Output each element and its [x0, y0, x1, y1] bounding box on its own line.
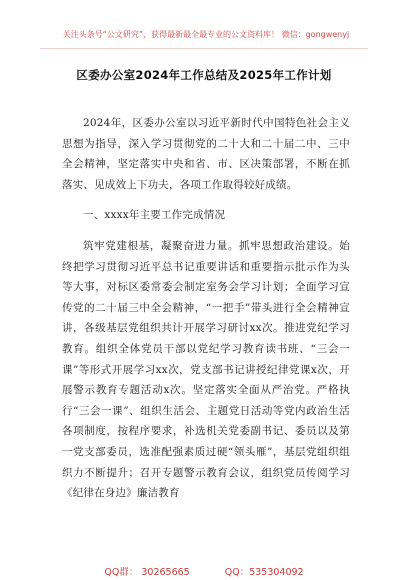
section-heading: 一、xxxx年主要工作完成情况 — [83, 209, 226, 222]
intro-paragraph: 2024年，区委办公室以习近平新时代中国特色社会主义思想为指导，深入学习贯彻党的二十大和二十届二中、三中全会精神，坚定落实中央和省、市、区决策部署，不断在抓落实、见成效上下功夫，各项工作取得较好成绩。 — [62, 117, 350, 191]
footer-qq-group: QQ群： 30265665 — [104, 567, 190, 578]
header-divider — [40, 48, 368, 49]
document-title: 区委办公室2024年工作总结及2025年工作计划 — [76, 68, 332, 82]
body-paragraph: 筑牢党建根基，凝聚奋进力量。抓牢思想政治建设。始终把学习贯彻习近平总书记重要讲话和重要指示批示作为头等大事，对标区委常委会制定室务会学习计划；全面学习宣传党的二十届三中全会精神，“一把手”带头进行全会精神宣讲，各级基层党组织共计开展学习研讨xx次。推进党纪学习教育。组织全体党员干部以党纪学习教育读书班、“三会一课”等形式开展学习xx次，党支部书记讲授纪律党课x次，开展警示教育专题活动x次。坚定落实全面从严治党。严格执行“三会一课”、组织生活会、主题党日活动等党内政治生活各项制度，按程序要求，补选机关党委副书记、委员以及第一党支部委员，选准配强素质过硬“领头雁”，基层党组织组织力不断提升；召开专题警示教育会议，组织党员传阅学习《纪律在身边》廉洁教育 — [62, 239, 350, 500]
document-body — [62, 113, 350, 504]
footer-contact — [0, 564, 408, 578]
header-notice: 关注头条号“公文研究”，获得最新最全最专业的公文资料库！ 微信：gongwenyj — [62, 30, 350, 39]
footer-qq: QQ：535304092 — [224, 567, 304, 578]
